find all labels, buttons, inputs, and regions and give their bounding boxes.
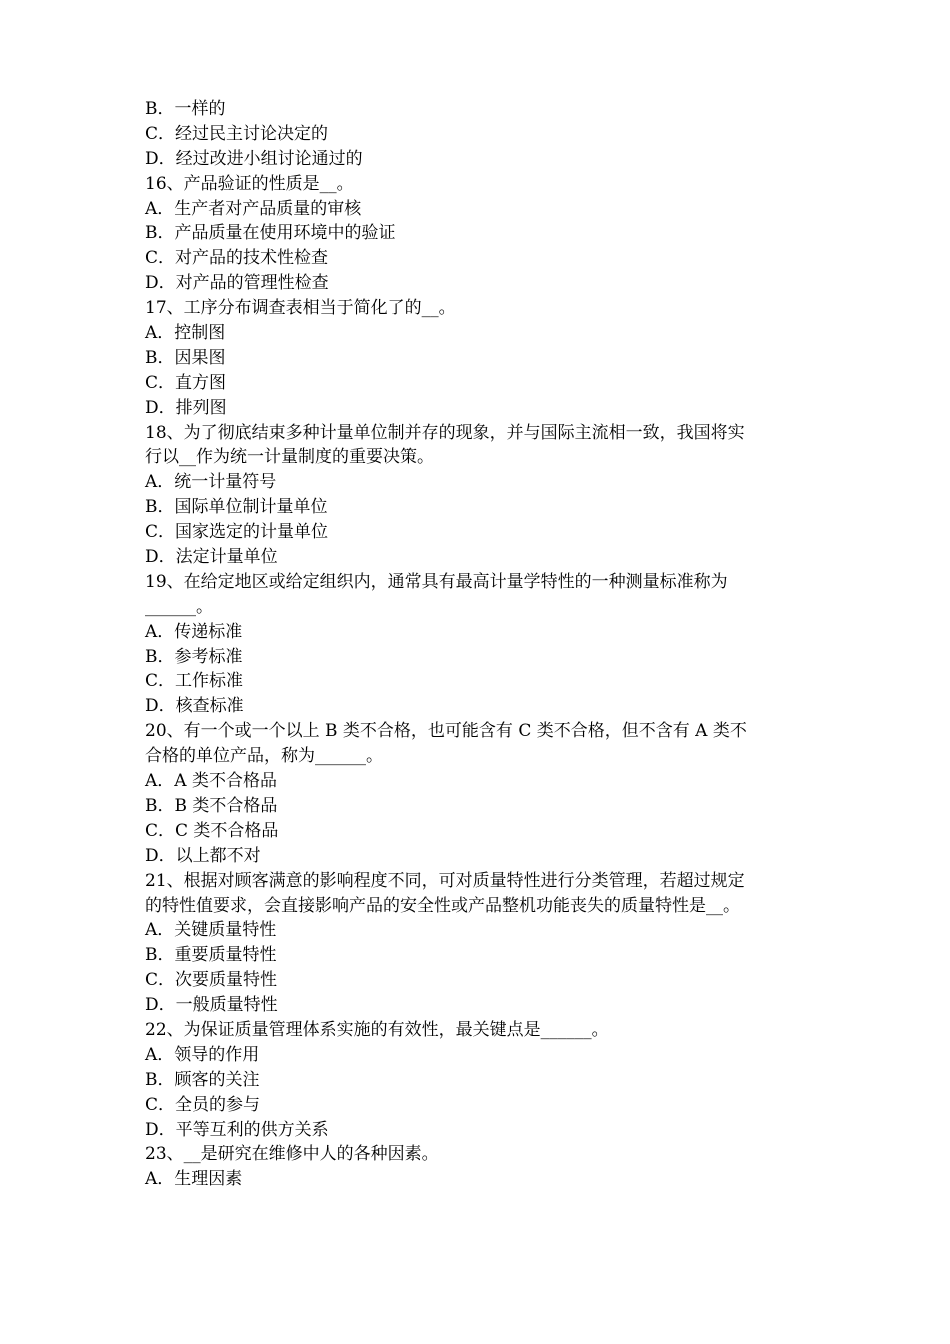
option-a-q22: A．领导的作用 [145,1044,260,1065]
option-b-q17: B．因果图 [145,347,226,368]
option-b-q20: B．B 类不合格品 [145,795,278,816]
option-b-q21: B．重要质量特性 [145,945,277,966]
question-16: 16、产品验证的性质是__。 [145,173,354,194]
option-b-q16: B．产品质量在使用环境中的验证 [145,223,396,244]
option-c-q21: C．次要质量特性 [145,970,278,991]
option-d-q18: D．法定计量单位 [145,547,278,568]
option-d-q16: D．对产品的管理性检查 [145,273,329,294]
option-b-q22: B．顾客的关注 [145,1069,260,1090]
question-18-line-1: 18、为了彻底结束多种计量单位制并存的现象，并与国际主流相一致，我国将实 [145,422,745,443]
option-a-q18: A．统一计量符号 [145,472,277,493]
option-d-q22: D．平等互利的供方关系 [145,1119,329,1140]
option-a-q23: A．生理因素 [145,1169,243,1190]
option-b-q19: B．参考标准 [145,646,243,667]
question-17: 17、工序分布调查表相当于简化了的__。 [145,298,456,319]
option-c-q20: C．C 类不合格品 [145,820,279,841]
option-c-q16: C．对产品的技术性检查 [145,248,329,269]
option-a-q20: A．A 类不合格品 [145,771,277,792]
question-23: 23、__是研究在维修中人的各种因素。 [145,1144,439,1165]
option-b-q18: B．国际单位制计量单位 [145,497,328,518]
question-18-line-2: 行以__作为统一计量制度的重要决策。 [145,447,434,468]
option-d-q17: D．排列图 [145,397,227,418]
option-d-q21: D．一般质量特性 [145,995,278,1016]
option-d-q20: D．以上都不对 [145,845,261,866]
option-a-q19: A．传递标准 [145,621,243,642]
option-c-q19: C．工作标准 [145,671,244,692]
option-a-q16: A．生产者对产品质量的审核 [145,198,362,219]
option-c-q22: C．全员的参与 [145,1094,261,1115]
question-21-line-1: 21、根据对顾客满意的影响程度不同，可对质量特性进行分类管理，若超过规定 [145,870,745,891]
document-page [145,97,810,1192]
question-20-line-1: 20、有一个或一个以上 B 类不合格，也可能含有 C 类不合格，但不含有 A 类不 [145,721,747,742]
option-d-q19: D．核查标准 [145,696,244,717]
option-d-q15: D．经过改进小组讨论通过的 [145,148,363,169]
option-c-q17: C．直方图 [145,372,227,393]
question-20-line-2: 合格的单位产品，称为______。 [145,746,383,767]
question-22: 22、为保证质量管理体系实施的有效性，最关键点是______。 [145,1019,609,1040]
option-b-q15: B．一样的 [145,99,226,119]
question-19-line-2: ______。 [145,596,213,617]
option-a-q17: A．控制图 [145,323,226,344]
option-a-q21: A．关键质量特性 [145,920,277,941]
option-c-q18: C．国家选定的计量单位 [145,522,329,543]
question-21-line-2: 的特性值要求，会直接影响产品的安全性或产品整机功能丧失的质量特性是__。 [145,895,740,916]
question-19-line-1: 19、在给定地区或给定组织内，通常具有最高计量学特性的一种测量标准称为 [145,571,728,592]
option-c-q15: C．经过民主讨论决定的 [145,123,329,144]
